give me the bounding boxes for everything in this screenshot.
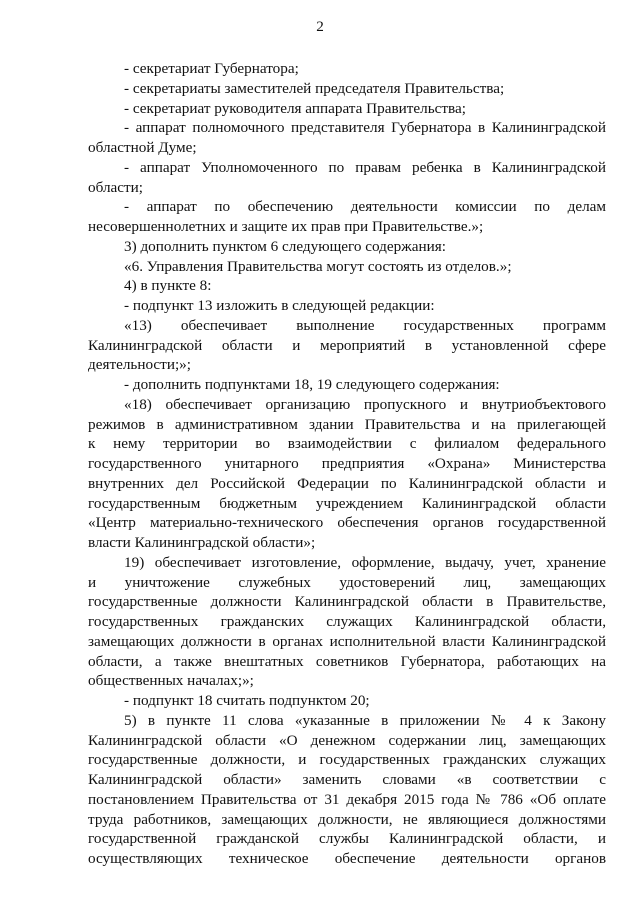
text-line: - дополнить подпунктами 18, 19 следующего содержания: <box>124 376 500 393</box>
text-line: общественных началах;»; <box>88 672 254 690</box>
body-text <box>88 59 606 869</box>
text-line: области, а также внештатных советников Губернатора, работающих на <box>88 652 606 670</box>
text-line: государственных гражданских служащих Калининградской области, <box>88 613 606 630</box>
text-line: к нему территории во взаимодействии с филиалом федерального <box>88 435 606 453</box>
text-line: областной Думе; <box>88 139 197 156</box>
text-line: - аппарат Уполномоченного по правам ребенка в Калининградской <box>124 158 606 176</box>
text-line: Калининградской области и мероприятий в установленной сфере <box>88 336 606 354</box>
text-line: 3) дополнить пунктом 6 следующего содержания: <box>124 237 446 255</box>
text-line: деятельности;»; <box>88 356 191 374</box>
text-line: и уничтожение служебных удостоверений лиц, замещающих <box>88 573 606 591</box>
text-line: Калининградской области «О денежном содержании лиц, замещающих <box>88 731 606 749</box>
text-line: режимов в административном здании Правительства и на прилегающей <box>88 415 606 433</box>
text-line: осуществляющих техническое обеспечение деятельности органов <box>88 850 606 867</box>
text-line: 5) в пункте 11 слова «указанные в приложении № 4 к Закону <box>124 711 606 729</box>
text-line: труда работников, замещающих должности, не являющиеся должностями <box>88 810 606 828</box>
page-number: 2 <box>316 18 324 35</box>
text-line: - подпункт 13 изложить в следующей редакции: <box>124 297 435 314</box>
text-line: области; <box>88 178 143 196</box>
text-line: - аппарат полномочного представителя Губернатора в Калининградской <box>124 119 606 137</box>
text-line: постановлением Правительства от 31 декабря 2015 года № 786 «Об оплате <box>88 790 606 808</box>
text-line: - секретариат Губернатора; <box>124 60 299 77</box>
text-line: государственного унитарного предприятия «Охрана» Министерства <box>88 455 606 472</box>
text-line: государственной гражданской службы Калининградской области, и <box>88 830 606 848</box>
text-line: «6. Управления Правительства могут состоять из отделов.»; <box>124 257 512 275</box>
text-line: Калининградской области» заменить словами «в соответствии с <box>88 771 606 788</box>
text-line: «Центр материально-технического обеспечения органов государственной <box>88 514 606 532</box>
text-line: несовершеннолетних и защите их прав при Правительстве.»; <box>88 218 484 235</box>
text-line: «13) обеспечивает выполнение государственных программ <box>124 316 606 334</box>
text-line: государственные должности, и государственных гражданских служащих <box>88 751 606 769</box>
text-line: - подпункт 18 считать подпунктом 20; <box>124 692 370 709</box>
text-line: 19) обеспечивает изготовление, оформление, выдачу, учет, хранение <box>124 553 606 571</box>
text-line: - секретариат руководителя аппарата Правительства; <box>124 99 466 117</box>
text-line: государственным бюджетным учреждением Калининградской области <box>88 494 606 512</box>
text-line: - аппарат по обеспечению деятельности комиссии по делам <box>124 198 606 216</box>
text-line: замещающих должности в органах исполнительной власти Калининградской <box>88 632 606 650</box>
text-line: - секретариаты заместителей председателя Правительства; <box>124 79 505 97</box>
text-line: внутренних дел Российской Федерации по Калининградской области и <box>88 474 606 492</box>
text-line: «18) обеспечивает организацию пропускного и внутриобъектового <box>124 395 606 413</box>
text-line: 4) в пункте 8: <box>124 277 212 295</box>
text-line: государственные должности Калининградской области в Правительстве, <box>88 593 606 611</box>
text-line: власти Калининградской области»; <box>88 534 316 551</box>
